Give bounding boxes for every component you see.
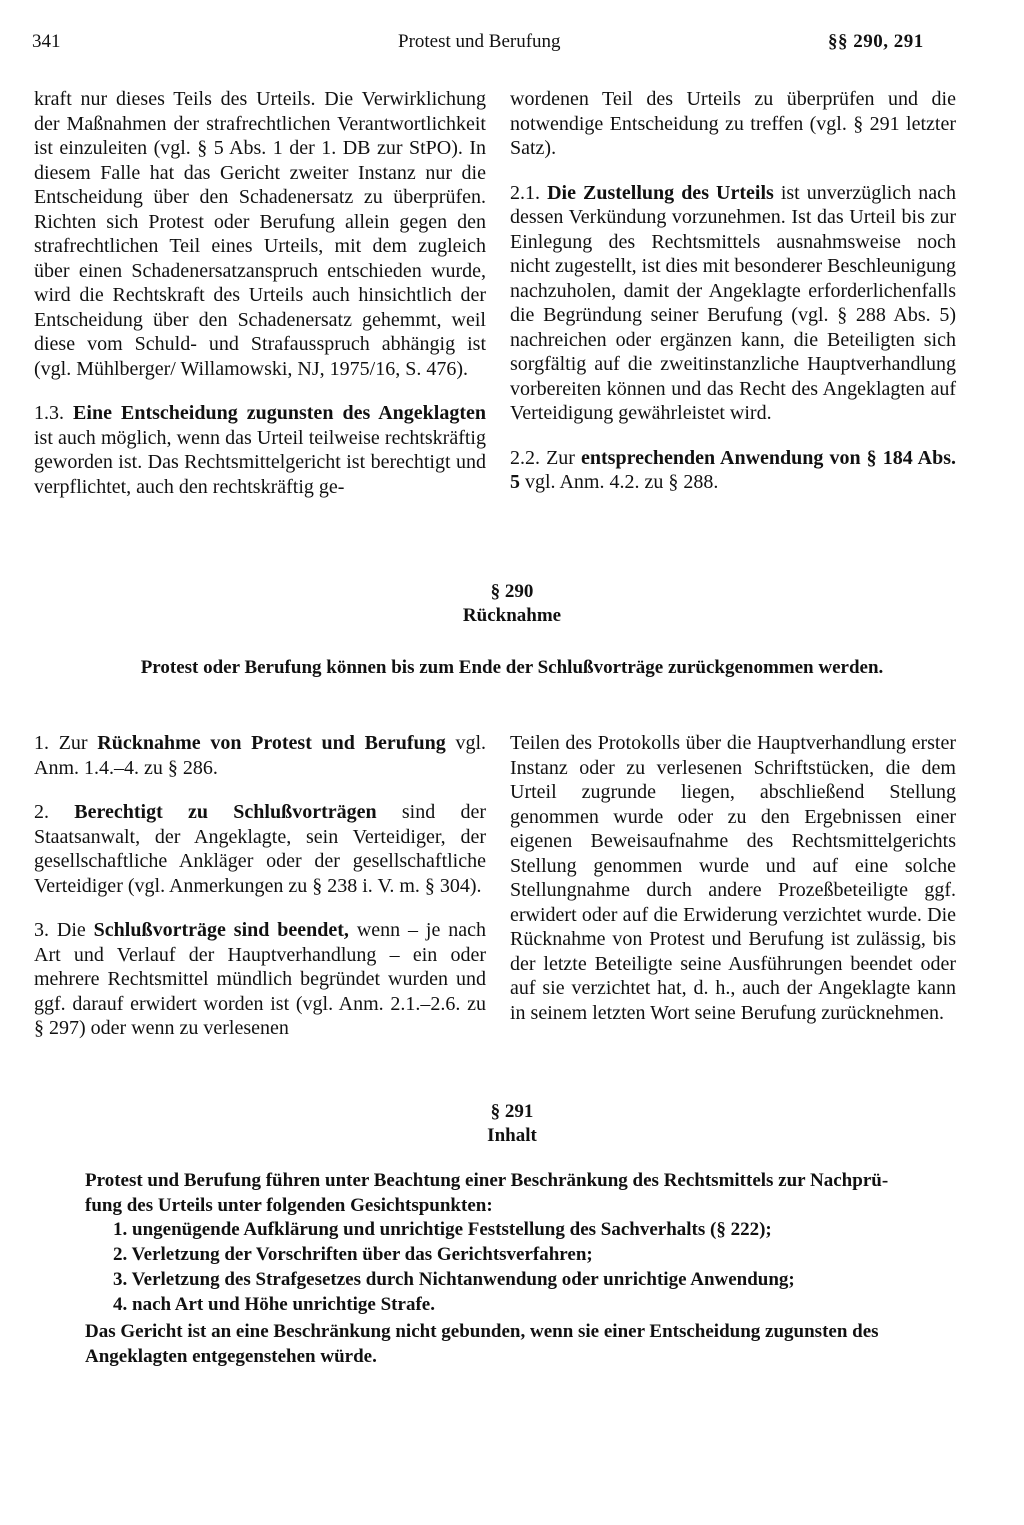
- top-left-column: [34, 87, 486, 499]
- section-291-title: Inhalt: [487, 1125, 537, 1146]
- paragraph: wordenen Teil des Urteils zu überprüfen und die notwendige Entscheidung zu treffen (vgl. § 291 letzter Satz).: [510, 88, 956, 159]
- note-number: 3. Die: [34, 919, 86, 941]
- list-item: 1. ungenügende Aufklärung und unrichtige Feststellung des Sachverhalts (§ 222);: [113, 1219, 772, 1240]
- paragraph-2-2: [510, 446, 956, 495]
- paragraph: Teilen des Protokolls über die Hauptverhandlung erster Instanz oder zu verlesenen Schriftstücken, die dem Urteil zugrunde liegen, abschließend Stellung genommen wurde oder zu den Ergebnissen einer eigenen Beweisaufnahme des Rechtsmittelgerichts Stellung genommen wurde und auf eine solche Stellungnahme durch andere Prozeßbeteiligte ggf. erwidert oder auf die Erwiderung verzichtet wurde. Die Rücknahme von Protest und Berufung ist zulässig, bis der letzte Beteiligte seine Ausführungen beendet oder auf sie verzichtet hat, d. h., auch der Angeklagte kann in seinem letzten Wort seine Berufung zurücknehmen.: [510, 732, 956, 1024]
- section-291-outro-line-1: Das Gericht ist an eine Beschränkung nicht gebunden, wenn sie einer Entscheidung zugunsten des: [85, 1321, 879, 1342]
- paragraph: kraft nur dieses Teils des Urteils. Die Verwirklichung der Maßnahmen der strafrechtlichen Verantwortlichkeit ist einzuleiten (vgl. § 5 Abs. 1 der 1. DB zur StPO). In diesem Falle hat das Gericht zweiter Instanz nur die Entscheidung über den Schadenersatz zu überprüfen. Richten sich Protest oder Berufung allein gegen den strafrechtlichen Teil eines Urteils, mit dem zugleich über einen Schadenersatzanspruch entschieden wurde, wird die Rechtskraft des Urteils auch hinsichtlich der Entscheidung über den Schadenersatz gehemmt, weil diese vom Schuld- und Strafausspruch abhängig ist (vgl. Mühlberger/ Willamowski, NJ, 1975/16, S. 476).: [34, 88, 486, 380]
- section-291-outro-line-2: Angeklagten entgegenstehen würde.: [85, 1346, 377, 1367]
- paragraph-text: vgl. Anm. 1.4.–4. zu § 286.: [34, 732, 487, 779]
- page-number: 341: [32, 31, 61, 52]
- paragraph-1-3: [34, 401, 486, 499]
- section-290-law-text: Protest oder Berufung können bis zum Ende der Schlußvorträge zurückgenommen werden.: [140, 657, 884, 678]
- bold-term: entsprechenden Anwendung von § 184 Abs. 5: [510, 446, 957, 493]
- section-291-intro-line-2: fung des Urteils unter folgenden Gesichtspunkten:: [85, 1195, 493, 1216]
- note-2: [34, 800, 486, 898]
- note-number: 2.1.: [510, 181, 540, 204]
- paragraph-text: sind der Staatsanwalt, der Angeklagte, sein Verteidiger, der gesellschaftliche Ankläger oder der gesellschaftliche Verteidiger (vgl. Anmerkungen zu § 238 i. V. m. § 304).: [34, 801, 487, 897]
- section-290-title: Rücknahme: [462, 605, 562, 626]
- note-number: 1.3.: [34, 402, 64, 424]
- bold-term: Rücknahme von Protest und Berufung: [97, 732, 446, 754]
- note-3: [34, 918, 486, 1041]
- note-number: 2.: [34, 801, 49, 823]
- list-item: 3. Verletzung des Strafgesetzes durch Nichtanwendung oder unrichtige Anwendung;: [113, 1269, 795, 1290]
- section-290-notes-left: [34, 731, 486, 1041]
- list-item: 2. Verletzung der Vorschriften über das Gerichtsverfahren;: [113, 1244, 593, 1265]
- paragraph-2-1: [510, 181, 956, 426]
- paragraph-text: ist auch möglich, wenn das Urteil teilweise rechtskräftig geworden ist. Das Rechtsmittelgericht ist berechtigt und verpflichtet, auch den rechtskräftig ge-: [34, 426, 486, 498]
- bold-term: Berechtigt zu Schlußvorträgen: [74, 801, 377, 823]
- note-number: 1. Zur: [34, 732, 88, 754]
- note-1: [34, 731, 486, 780]
- note-number: 2.2.: [510, 446, 540, 469]
- section-291-intro-line-1: Protest und Berufung führen unter Beachtung einer Beschränkung des Rechtsmittels zur Nachprü-: [85, 1170, 889, 1191]
- paragraph-text: ist unverzüglich nach dessen Verkündung vorzunehmen. Ist das Urteil bis zur Einlegung des Rechtsmittels ausnahmsweise noch nicht zugestellt, ist dies mit besonderer Beschleunigung nachzuholen, damit der Angeklagte erforderlichenfalls die Begründung seiner Berufung (vgl. § 288 Abs. 5) nachreichen oder ergänzen kann, die Beteiligten sich sorgfältig auf die zweitinstanzliche Hauptverhandlung vorbereiten können und das Recht des Angeklagten auf Verteidigung gewährleistet wird.: [510, 181, 957, 424]
- paragraph-text: wenn – je nach Art und Verlauf der Hauptverhandlung – ein oder mehrere Rechtsmittel mündlich begründet wurden und ggf. darauf erwidert worden ist (vgl. Anm. 2.1.–2.6. zu § 297) oder wenn zu verlesenen: [34, 919, 486, 1039]
- list-item: 4. nach Art und Höhe unrichtige Strafe.: [113, 1294, 435, 1315]
- section-291-number: § 291: [490, 1101, 534, 1122]
- bold-term: Die Zustellung des Urteils: [547, 181, 774, 204]
- bold-term: Schlußvorträge sind beendet,: [93, 919, 349, 941]
- paragraph-text: Zur: [546, 446, 575, 469]
- top-right-column: [510, 87, 956, 495]
- running-title: Protest und Berufung: [398, 31, 561, 52]
- paragraph-text: vgl. Anm. 4.2. zu § 288.: [525, 471, 719, 493]
- section-290-notes-right: [510, 731, 956, 1025]
- section-290-number: § 290: [490, 581, 534, 602]
- section-reference: §§ 290, 291: [828, 31, 924, 52]
- bold-term: Eine Entscheidung zugunsten des Angeklagten: [73, 402, 486, 424]
